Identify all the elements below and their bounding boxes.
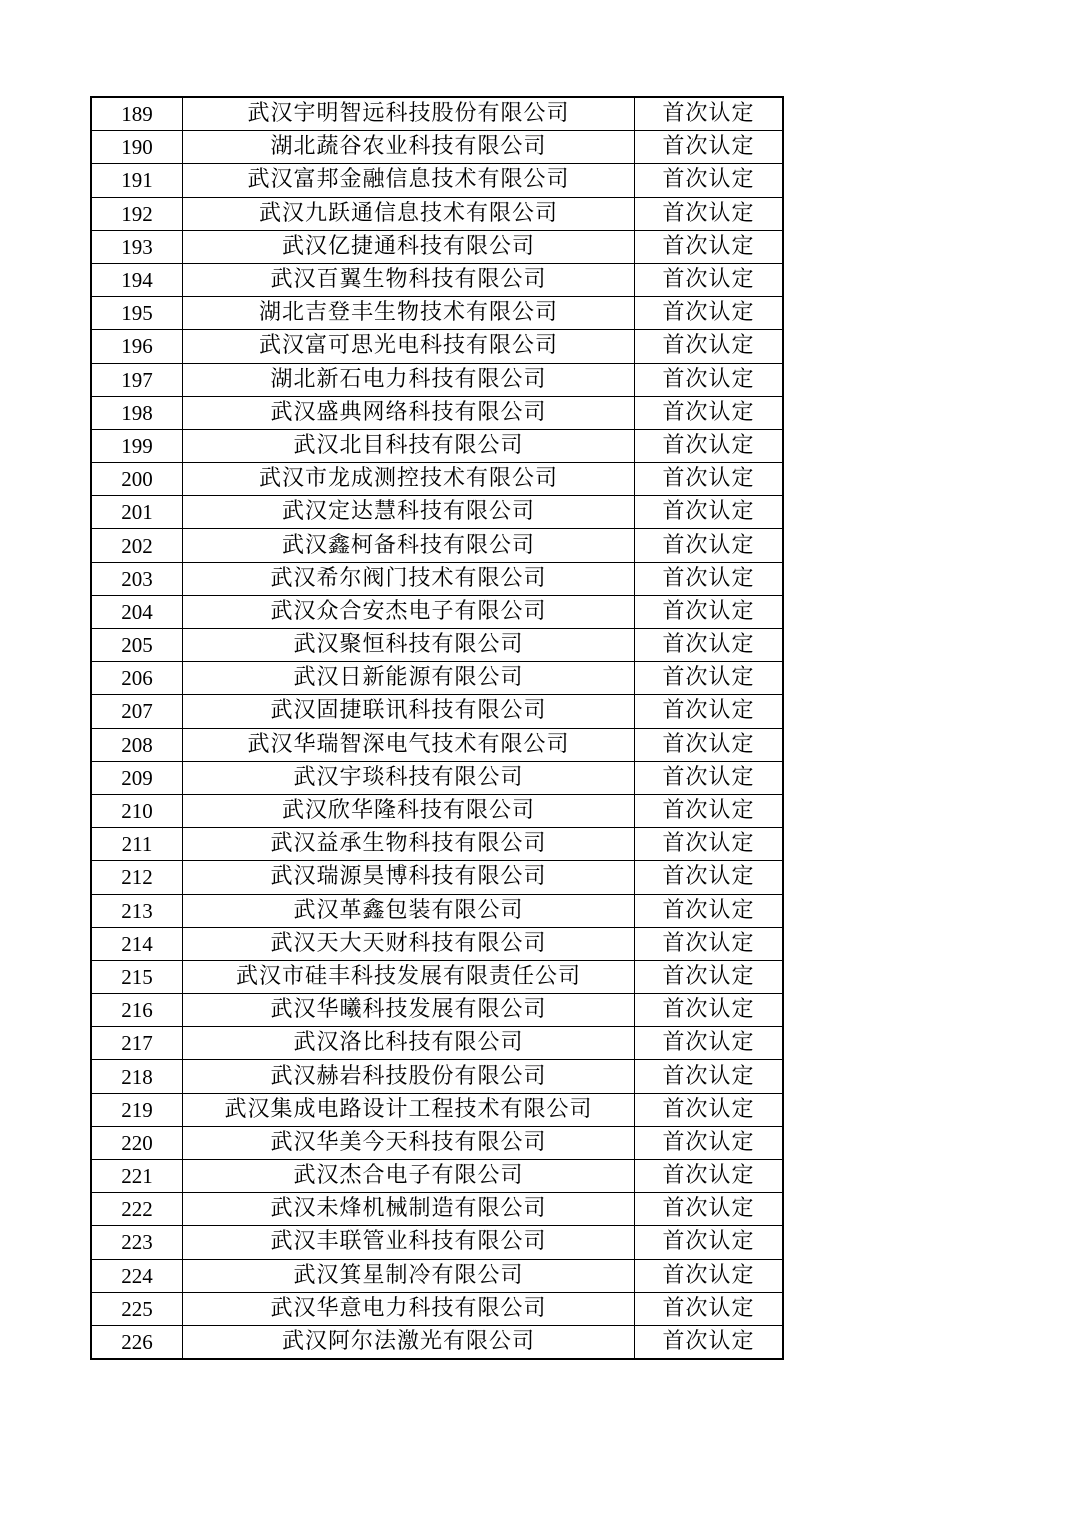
certification-type-cell: 首次认定 <box>635 861 783 894</box>
table-row <box>92 1259 783 1292</box>
company-name-cell: 武汉华意电力科技有限公司 <box>183 1292 635 1325</box>
company-name-cell: 武汉日新能源有限公司 <box>183 662 635 695</box>
certification-type-cell: 首次认定 <box>635 662 783 695</box>
company-name-cell: 武汉箕星制冷有限公司 <box>183 1259 635 1292</box>
certification-type-cell: 首次认定 <box>635 529 783 562</box>
certification-type-cell: 首次认定 <box>635 363 783 396</box>
table-row <box>92 463 783 496</box>
row-number-cell: 205 <box>92 629 183 662</box>
company-name-cell: 武汉益承生物科技有限公司 <box>183 828 635 861</box>
table-row <box>92 1060 783 1093</box>
row-number-cell: 196 <box>92 330 183 363</box>
company-name-cell: 武汉洛比科技有限公司 <box>183 1027 635 1060</box>
certification-type-cell: 首次认定 <box>635 761 783 794</box>
certification-type-cell: 首次认定 <box>635 164 783 197</box>
certification-type-cell: 首次认定 <box>635 1259 783 1292</box>
certification-type-cell: 首次认定 <box>635 960 783 993</box>
row-number-cell: 197 <box>92 363 183 396</box>
certification-type-cell: 首次认定 <box>635 263 783 296</box>
row-number-cell: 201 <box>92 496 183 529</box>
certification-type-cell: 首次认定 <box>635 297 783 330</box>
table-row <box>92 396 783 429</box>
row-number-cell: 221 <box>92 1160 183 1193</box>
row-number-cell: 224 <box>92 1259 183 1292</box>
row-number-cell: 208 <box>92 728 183 761</box>
row-number-cell: 217 <box>92 1027 183 1060</box>
table-row <box>92 1160 783 1193</box>
company-name-cell: 湖北新石电力科技有限公司 <box>183 363 635 396</box>
company-name-cell: 武汉北目科技有限公司 <box>183 429 635 462</box>
row-number-cell: 207 <box>92 695 183 728</box>
table-row <box>92 529 783 562</box>
company-name-cell: 武汉众合安杰电子有限公司 <box>183 595 635 628</box>
row-number-cell: 204 <box>92 595 183 628</box>
company-name-cell: 武汉赫岩科技股份有限公司 <box>183 1060 635 1093</box>
certification-type-cell: 首次认定 <box>635 828 783 861</box>
certification-type-cell: 首次认定 <box>635 1160 783 1193</box>
company-name-cell: 武汉固捷联讯科技有限公司 <box>183 695 635 728</box>
company-name-cell: 武汉鑫柯备科技有限公司 <box>183 529 635 562</box>
row-number-cell: 210 <box>92 794 183 827</box>
table-row <box>92 230 783 263</box>
certification-type-cell: 首次认定 <box>635 1193 783 1226</box>
table-row <box>92 662 783 695</box>
row-number-cell: 198 <box>92 396 183 429</box>
company-name-cell: 武汉九跃通信息技术有限公司 <box>183 197 635 230</box>
company-name-cell: 武汉富邦金融信息技术有限公司 <box>183 164 635 197</box>
certification-type-cell: 首次认定 <box>635 496 783 529</box>
table-row <box>92 263 783 296</box>
company-name-cell: 武汉富可思光电科技有限公司 <box>183 330 635 363</box>
company-name-cell: 武汉瑞源昊博科技有限公司 <box>183 861 635 894</box>
row-number-cell: 192 <box>92 197 183 230</box>
company-name-cell: 武汉亿捷通科技有限公司 <box>183 230 635 263</box>
table-row <box>92 629 783 662</box>
company-name-cell: 武汉定达慧科技有限公司 <box>183 496 635 529</box>
row-number-cell: 191 <box>92 164 183 197</box>
company-name-cell: 武汉杰合电子有限公司 <box>183 1160 635 1193</box>
table-row <box>92 1126 783 1159</box>
row-number-cell: 190 <box>92 131 183 164</box>
row-number-cell: 222 <box>92 1193 183 1226</box>
row-number-cell: 195 <box>92 297 183 330</box>
table-row <box>92 927 783 960</box>
company-name-cell: 武汉阿尔法激光有限公司 <box>183 1325 635 1358</box>
certification-type-cell: 首次认定 <box>635 330 783 363</box>
company-name-cell: 湖北吉登丰生物技术有限公司 <box>183 297 635 330</box>
certification-type-cell: 首次认定 <box>635 1325 783 1358</box>
company-name-cell: 武汉革鑫包装有限公司 <box>183 894 635 927</box>
table-row <box>92 197 783 230</box>
company-name-cell: 武汉百翼生物科技有限公司 <box>183 263 635 296</box>
table-row <box>92 1325 783 1358</box>
certification-type-cell: 首次认定 <box>635 429 783 462</box>
certification-type-cell: 首次认定 <box>635 1226 783 1259</box>
table-row <box>92 894 783 927</box>
table-row <box>92 695 783 728</box>
row-number-cell: 206 <box>92 662 183 695</box>
company-name-cell: 武汉市硅丰科技发展有限责任公司 <box>183 960 635 993</box>
certification-type-cell: 首次认定 <box>635 629 783 662</box>
table-row <box>92 1292 783 1325</box>
certification-type-cell: 首次认定 <box>635 1292 783 1325</box>
table-row <box>92 761 783 794</box>
table-row <box>92 861 783 894</box>
certification-type-cell: 首次认定 <box>635 131 783 164</box>
table-row <box>92 1226 783 1259</box>
row-number-cell: 202 <box>92 529 183 562</box>
company-name-cell: 武汉华曦科技发展有限公司 <box>183 994 635 1027</box>
certification-type-cell: 首次认定 <box>635 197 783 230</box>
company-name-cell: 武汉希尔阀门技术有限公司 <box>183 562 635 595</box>
certification-type-cell: 首次认定 <box>635 98 783 131</box>
company-name-cell: 武汉宇琰科技有限公司 <box>183 761 635 794</box>
table-row <box>92 98 783 131</box>
table-row <box>92 297 783 330</box>
certification-type-cell: 首次认定 <box>635 230 783 263</box>
table-row <box>92 1027 783 1060</box>
row-number-cell: 211 <box>92 828 183 861</box>
table-row <box>92 429 783 462</box>
table-row <box>92 363 783 396</box>
company-name-cell: 武汉丰联管业科技有限公司 <box>183 1226 635 1259</box>
table-row <box>92 131 783 164</box>
row-number-cell: 215 <box>92 960 183 993</box>
certification-type-cell: 首次认定 <box>635 794 783 827</box>
company-name-cell: 武汉华美今天科技有限公司 <box>183 1126 635 1159</box>
row-number-cell: 214 <box>92 927 183 960</box>
company-name-cell: 武汉天大天财科技有限公司 <box>183 927 635 960</box>
table-row <box>92 994 783 1027</box>
company-name-cell: 武汉聚恒科技有限公司 <box>183 629 635 662</box>
row-number-cell: 225 <box>92 1292 183 1325</box>
row-number-cell: 194 <box>92 263 183 296</box>
certification-type-cell: 首次认定 <box>635 994 783 1027</box>
row-number-cell: 199 <box>92 429 183 462</box>
certification-type-cell: 首次认定 <box>635 595 783 628</box>
row-number-cell: 220 <box>92 1126 183 1159</box>
row-number-cell: 216 <box>92 994 183 1027</box>
certification-type-cell: 首次认定 <box>635 396 783 429</box>
certification-type-cell: 首次认定 <box>635 728 783 761</box>
table-row <box>92 794 783 827</box>
row-number-cell: 218 <box>92 1060 183 1093</box>
table-row <box>92 496 783 529</box>
certification-type-cell: 首次认定 <box>635 463 783 496</box>
row-number-cell: 223 <box>92 1226 183 1259</box>
company-name-cell: 武汉欣华隆科技有限公司 <box>183 794 635 827</box>
row-number-cell: 203 <box>92 562 183 595</box>
row-number-cell: 189 <box>92 98 183 131</box>
table-row <box>92 1193 783 1226</box>
table-row <box>92 728 783 761</box>
row-number-cell: 213 <box>92 894 183 927</box>
company-name-cell: 武汉集成电路设计工程技术有限公司 <box>183 1093 635 1126</box>
company-name-cell: 武汉华瑞智深电气技术有限公司 <box>183 728 635 761</box>
table-row <box>92 562 783 595</box>
company-name-cell: 武汉未烽机械制造有限公司 <box>183 1193 635 1226</box>
certification-type-cell: 首次认定 <box>635 562 783 595</box>
certification-type-cell: 首次认定 <box>635 1126 783 1159</box>
row-number-cell: 209 <box>92 761 183 794</box>
table-row <box>92 595 783 628</box>
certification-type-cell: 首次认定 <box>635 1093 783 1126</box>
certification-type-cell: 首次认定 <box>635 695 783 728</box>
certification-type-cell: 首次认定 <box>635 1027 783 1060</box>
table-row <box>92 960 783 993</box>
row-number-cell: 212 <box>92 861 183 894</box>
row-number-cell: 200 <box>92 463 183 496</box>
row-number-cell: 193 <box>92 230 183 263</box>
company-name-cell: 武汉市龙成测控技术有限公司 <box>183 463 635 496</box>
table-row <box>92 828 783 861</box>
certification-type-cell: 首次认定 <box>635 894 783 927</box>
company-name-cell: 湖北蔬谷农业科技有限公司 <box>183 131 635 164</box>
table-body <box>92 98 783 1359</box>
row-number-cell: 219 <box>92 1093 183 1126</box>
table-row <box>92 1093 783 1126</box>
table-row <box>92 330 783 363</box>
certification-type-cell: 首次认定 <box>635 927 783 960</box>
company-name-cell: 武汉盛典网络科技有限公司 <box>183 396 635 429</box>
row-number-cell: 226 <box>92 1325 183 1358</box>
table-row <box>92 164 783 197</box>
company-list-table <box>91 97 783 1359</box>
certification-type-cell: 首次认定 <box>635 1060 783 1093</box>
company-name-cell: 武汉宇明智远科技股份有限公司 <box>183 98 635 131</box>
